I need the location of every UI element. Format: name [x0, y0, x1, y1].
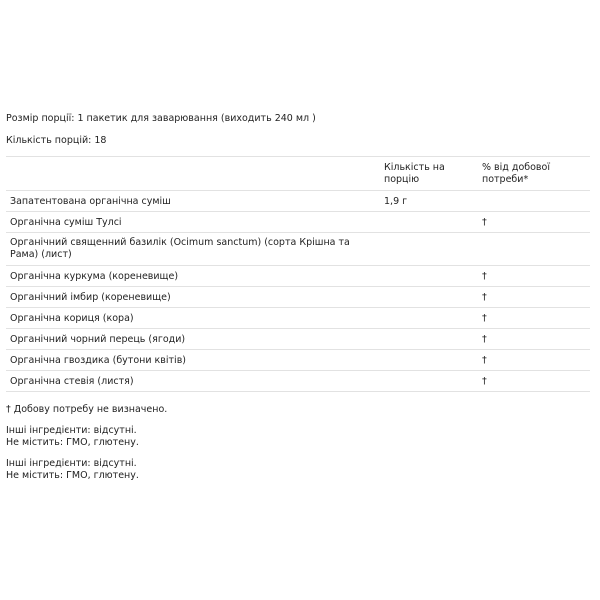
other-ingredients-text: Інші інгредієнти: відсутні.	[6, 458, 137, 469]
ingredient-daily-value: †	[482, 313, 487, 324]
other-ingredients-block	[6, 425, 139, 449]
ingredient-name: Запатентована органічна суміш	[10, 196, 171, 207]
table-row	[6, 212, 590, 233]
free-from-text: Не містить: ГМО, глютену.	[6, 437, 139, 448]
ingredient-daily-value: †	[482, 271, 487, 282]
table-row	[6, 191, 590, 212]
ingredient-name: Органічний імбир (кореневище)	[10, 292, 171, 303]
other-ingredients-text: Інші інгредієнти: відсутні.	[6, 425, 137, 436]
table-row	[6, 350, 590, 371]
table-row	[6, 371, 590, 392]
ingredient-daily-value: †	[482, 292, 487, 303]
table-row	[6, 287, 590, 308]
ingredient-name: Органічний чорний перець (ягоди)	[10, 334, 186, 345]
other-ingredients-block	[6, 458, 139, 482]
table-row	[6, 233, 590, 266]
servings-count: Кількість порцій: 18	[6, 135, 107, 146]
ingredient-name: Органічна стевія (листя)	[10, 376, 134, 387]
ingredient-name: Органічна куркума (кореневище)	[10, 271, 179, 282]
ingredient-daily-value: †	[482, 355, 487, 366]
daily-value-footnote: † Добову потребу не визначено.	[6, 404, 168, 415]
ingredient-daily-value: †	[482, 334, 487, 345]
table-header-row	[6, 157, 590, 191]
supplement-facts-page	[6, 0, 594, 600]
serving-size: Розмір порції: 1 пакетик для заварювання (виходить 240 мл )	[6, 113, 316, 124]
table-row	[6, 329, 590, 350]
ingredient-name: Органічна суміш Тулсі	[10, 217, 122, 228]
ingredient-daily-value: †	[482, 217, 487, 228]
supplement-facts-table	[6, 156, 590, 392]
free-from-text: Не містить: ГМО, глютену.	[6, 470, 139, 481]
table-row	[6, 308, 590, 329]
ingredient-name: Органічна гвоздика (бутони квітів)	[10, 355, 187, 366]
table-row	[6, 266, 590, 287]
ingredient-name: Органічна кориця (кора)	[10, 313, 134, 324]
ingredient-daily-value: †	[482, 376, 487, 387]
ingredient-name: Органічний священний базилік (Ocimum sanctum) (сорта Крішна та Рама) (лист)	[10, 237, 350, 260]
ingredient-amount: 1,9 г	[384, 196, 408, 207]
header-daily-value: % від добової потреби*	[482, 162, 550, 185]
header-amount-per-serving: Кількість на порцію	[384, 162, 445, 185]
